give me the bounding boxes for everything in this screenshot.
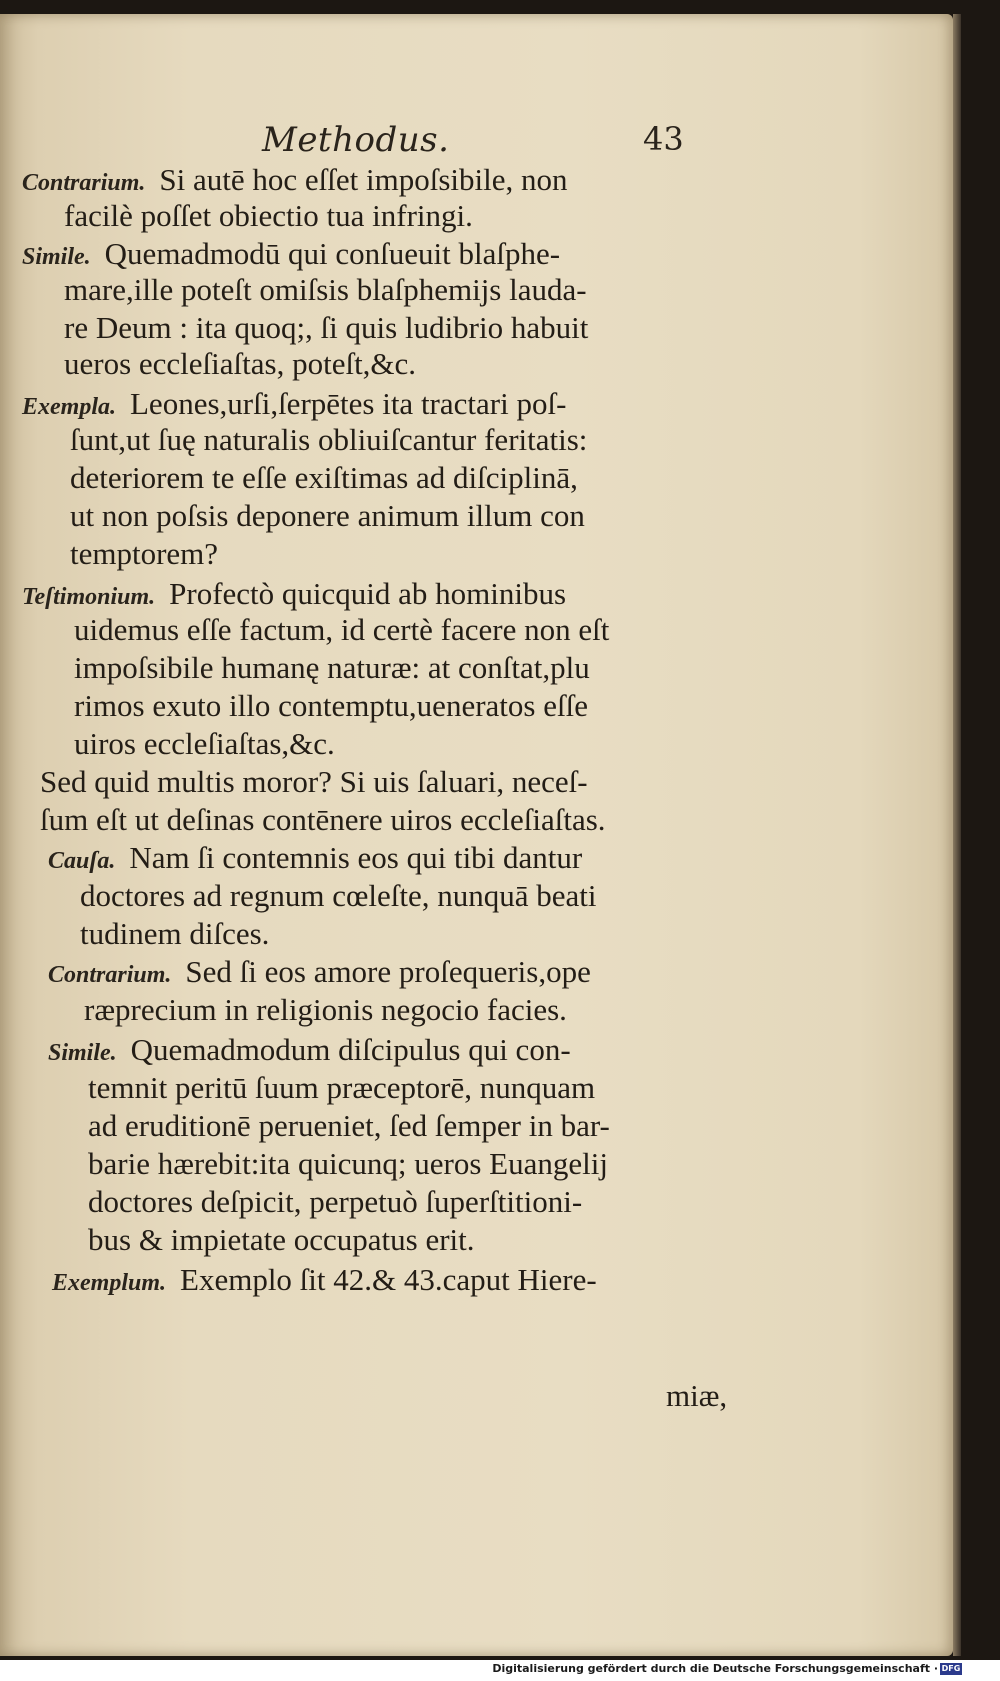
line-text: Sed quid multis moror? Si uis ſaluari, neceſ- xyxy=(40,764,588,799)
text-line xyxy=(74,726,335,762)
line-text: Quemadmodū qui conſueuit blaſphe- xyxy=(104,236,561,271)
line-text: Nam ſi contemnis eos qui tibi dantur xyxy=(129,840,583,875)
marginal-label: Contrarium. xyxy=(22,170,146,196)
text-line xyxy=(22,162,568,198)
line-text: temptorem? xyxy=(70,536,219,571)
page-number: 43 xyxy=(643,120,684,158)
marginal-label: Simile. xyxy=(22,244,91,270)
catchword: miæ, xyxy=(666,1378,728,1413)
line-text: uidemus eſſe factum, id certè facere non eſt xyxy=(74,612,610,647)
marginal-label: Simile. xyxy=(48,1040,117,1066)
text-line xyxy=(84,992,567,1028)
footer-bar xyxy=(0,1660,1000,1681)
funding-notice: Digitalisierung gefördert durch die Deutsche Forschungsgemeinschaft · xyxy=(492,1662,938,1675)
line-text: deteriorem te eſſe exiſtimas ad diſciplinā, xyxy=(70,460,578,495)
line-text: doctores ad regnum cœleſte, nunquā beati xyxy=(80,878,597,913)
marginal-label: Exempla. xyxy=(22,394,116,420)
page-header xyxy=(0,110,953,170)
text-line xyxy=(48,840,582,876)
line-text: Exemplo ſit 42.& 43.caput Hiere- xyxy=(180,1262,597,1297)
line-text: Profectò quicquid ab hominibus xyxy=(169,576,567,611)
text-line xyxy=(48,1032,571,1068)
line-text: impoſsibile humanę naturæ: at conſtat,plu xyxy=(74,650,590,685)
line-text: Si autē hoc eſſet impoſsibile, non xyxy=(159,162,568,197)
text-line xyxy=(88,1108,610,1144)
line-text: ut non poſsis deponere animum illum con xyxy=(70,498,585,533)
line-text: uiros eccleſiaſtas,&c. xyxy=(74,726,335,761)
text-line xyxy=(80,878,596,914)
line-text: Leones,urſi,ſerpētes ita tractari poſ- xyxy=(130,386,567,421)
dfg-logo: DFG xyxy=(941,1664,961,1673)
line-text: temnit peritū ſuum præceptorē, nunquam xyxy=(88,1070,596,1105)
text-line xyxy=(70,498,585,534)
text-line xyxy=(64,272,587,308)
text-line xyxy=(88,1222,475,1258)
text-line xyxy=(64,198,473,234)
line-text: bus & impietate occupatus erit. xyxy=(88,1222,475,1257)
text-line xyxy=(70,422,587,458)
text-line xyxy=(70,460,578,496)
line-text: ræprecium in religionis negocio facies. xyxy=(84,992,567,1027)
line-text: barie hærebit:ita quicunq; ueros Euangelij xyxy=(88,1146,608,1181)
text-line xyxy=(48,954,591,990)
line-text: ſunt,ut ſuę naturalis obliuiſcantur feritatis: xyxy=(70,422,588,457)
line-text: mare,ille poteſt omiſsis blaſphemijs lauda- xyxy=(64,272,587,307)
text-line xyxy=(70,536,218,572)
marginal-label: Cauſa. xyxy=(48,848,116,874)
running-head: Methodus. xyxy=(262,120,450,160)
text-line xyxy=(74,650,590,686)
page-edge xyxy=(953,14,961,1656)
line-text: re Deum : ita quoq;, ſi quis ludibrio habuit xyxy=(64,310,589,345)
text-line xyxy=(74,688,588,724)
text-line xyxy=(88,1184,582,1220)
text-line xyxy=(40,764,588,800)
text-line xyxy=(64,310,588,346)
text-line xyxy=(74,612,609,648)
text-line xyxy=(88,1070,595,1106)
line-text: ueros eccleſiaſtas, poteſt,&c. xyxy=(64,346,417,381)
text-line xyxy=(80,916,269,952)
marginal-label: Teſtimonium. xyxy=(22,584,156,610)
text-line xyxy=(22,236,560,272)
text-line xyxy=(52,1262,597,1298)
line-text: ad eruditionē perueniet, ſed ſemper in bar- xyxy=(88,1108,610,1143)
marginal-label: Contrarium. xyxy=(48,962,172,988)
line-text: ſum eſt ut deſinas contēnere uiros eccleſiaſtas. xyxy=(40,802,606,837)
line-text: Sed ſi eos amore proſequeris,ope xyxy=(185,954,591,989)
text-line xyxy=(64,346,416,382)
text-line xyxy=(22,576,566,612)
marginal-label: Exemplum. xyxy=(52,1270,167,1296)
text-line xyxy=(40,802,606,838)
line-text: rimos exuto illo contemptu,ueneratos eſſe xyxy=(74,688,588,723)
line-text: tudinem diſces. xyxy=(80,916,270,951)
text-line xyxy=(22,386,566,422)
text-line xyxy=(88,1146,608,1182)
line-text: Quemadmodum diſcipulus qui con- xyxy=(130,1032,571,1067)
line-text: facilè poſſet obiectio tua infringi. xyxy=(64,198,473,233)
line-text: doctores deſpicit, perpetuò ſuperſtitioni- xyxy=(88,1184,583,1219)
book-page xyxy=(0,14,953,1656)
